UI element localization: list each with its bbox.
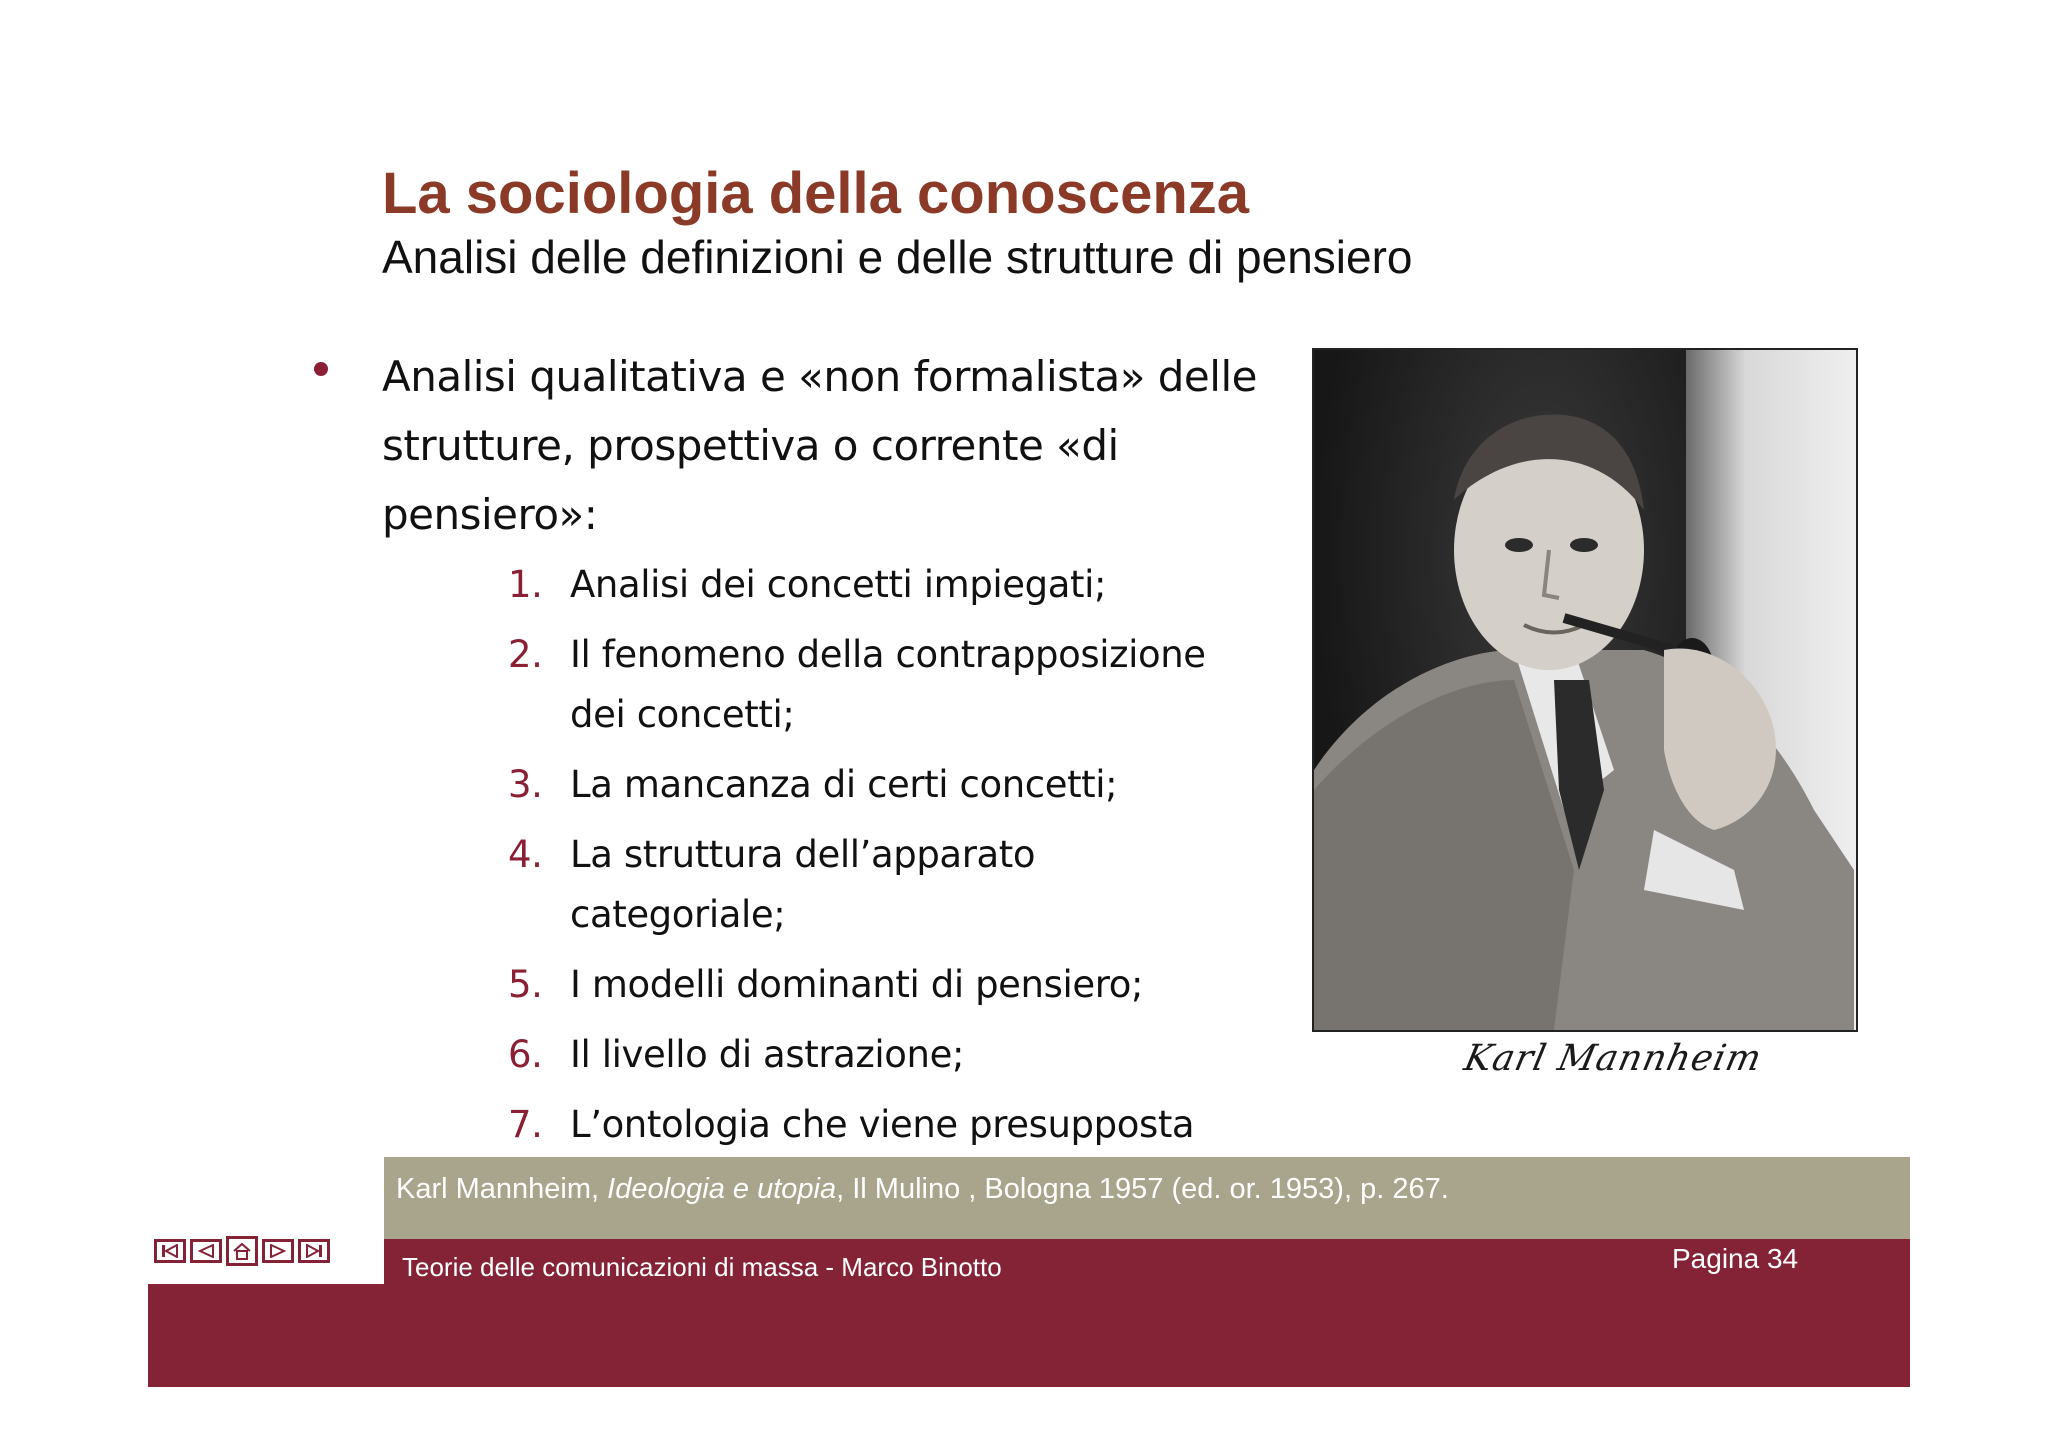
list-item-number: 7. bbox=[508, 1103, 543, 1146]
list-item bbox=[500, 625, 1260, 745]
list-item-number: 2. bbox=[508, 633, 543, 676]
first-page-icon bbox=[160, 1244, 180, 1258]
list-item bbox=[500, 955, 1260, 1015]
reference-details: , Il Mulino , Bologna 1957 (ed. or. 1953), p. 267. bbox=[836, 1173, 1449, 1205]
portrait-photo bbox=[1312, 348, 1858, 1032]
list-item-text: Il fenomeno della contrapposizione dei concetti; bbox=[570, 633, 1206, 736]
list-item bbox=[500, 555, 1260, 615]
slide-title: La sociologia della conoscenza bbox=[382, 161, 1250, 226]
home-button[interactable] bbox=[226, 1236, 258, 1266]
last-page-icon bbox=[304, 1244, 324, 1258]
list-item-number: 6. bbox=[508, 1033, 543, 1076]
list-item-number: 4. bbox=[508, 833, 543, 876]
last-page-button[interactable] bbox=[298, 1239, 330, 1263]
list-item-text: La struttura dell’apparato categoriale; bbox=[570, 833, 1036, 936]
list-item-text: Il livello di astrazione; bbox=[570, 1033, 965, 1076]
slide-navigation bbox=[154, 1235, 330, 1267]
next-page-icon bbox=[268, 1244, 288, 1258]
list-item bbox=[500, 1095, 1260, 1155]
bullet-text: Analisi qualitativa e «non formalista» delle strutture, prospettiva o corrente «di pensiero»: bbox=[382, 352, 1257, 539]
page-number: Pagina 34 bbox=[1672, 1243, 1799, 1274]
next-page-button[interactable] bbox=[262, 1239, 294, 1263]
numbered-list bbox=[500, 555, 1260, 1165]
first-page-button[interactable] bbox=[154, 1239, 186, 1263]
portrait-figure bbox=[1314, 350, 1856, 1030]
list-item-number: 3. bbox=[508, 763, 543, 806]
previous-page-icon bbox=[196, 1244, 216, 1258]
reference-text bbox=[396, 1173, 1449, 1206]
reference-band bbox=[384, 1157, 1910, 1239]
list-item-text: I modelli dominanti di pensiero; bbox=[570, 963, 1144, 1006]
bullet-icon bbox=[314, 362, 328, 376]
reference-author: Karl Mannheim, bbox=[396, 1173, 608, 1205]
footer-course-label: Teorie delle comunicazioni di massa - Marco Binotto bbox=[402, 1252, 1002, 1282]
home-icon bbox=[232, 1241, 252, 1261]
list-item bbox=[500, 755, 1260, 815]
list-item-number: 1. bbox=[508, 563, 543, 606]
list-item bbox=[500, 1025, 1260, 1085]
reference-work: Ideologia e utopia bbox=[607, 1173, 837, 1205]
previous-page-button[interactable] bbox=[190, 1239, 222, 1263]
list-item-text: L’ontologia che viene presupposta bbox=[570, 1103, 1195, 1146]
list-item-number: 5. bbox=[508, 963, 543, 1006]
list-item-text: La mancanza di certi concetti; bbox=[570, 763, 1118, 806]
signature: Karl Mannheim bbox=[1460, 1038, 1766, 1079]
list-item bbox=[500, 825, 1260, 945]
list-item-text: Analisi dei concetti impiegati; bbox=[570, 563, 1107, 606]
slide-subtitle: Analisi delle definizioni e delle strutture di pensiero bbox=[382, 231, 1413, 283]
